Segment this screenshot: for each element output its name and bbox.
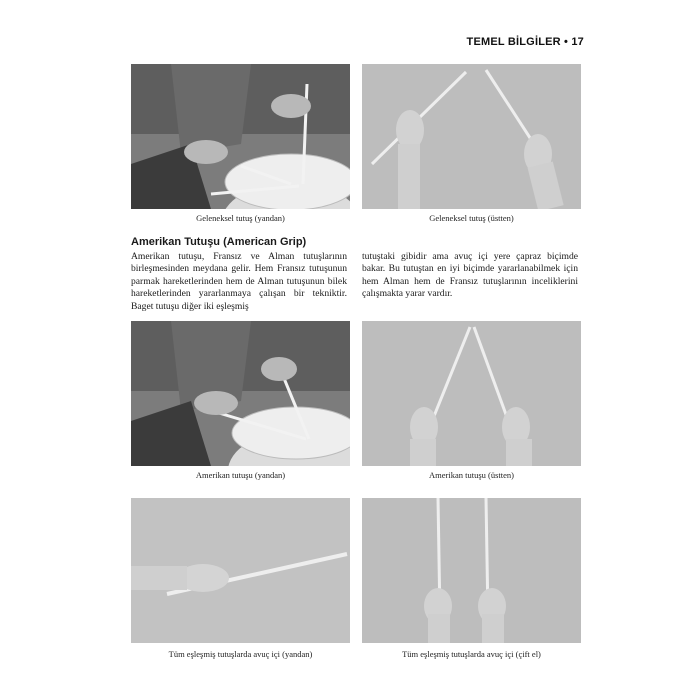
photo-traditional-grip-top <box>362 64 581 209</box>
caption-traditional-grip-top: Geleneksel tutuş (üstten) <box>429 213 514 223</box>
caption-palm-side: Tüm eşleşmiş tutuşlarda avuç içi (yandan) <box>168 649 313 659</box>
running-header: TEMEL BİLGİLER • 17 <box>466 36 584 48</box>
caption-american-grip-side: Amerikan tutuşu (yandan) <box>195 470 286 480</box>
photo-palm-side <box>131 498 350 643</box>
photo-palm-both-hands <box>362 498 581 643</box>
caption-traditional-grip-side: Geleneksel tutuş (yandan) <box>196 213 285 223</box>
caption-palm-both-hands: Tüm eşleşmiş tutuşlarda avuç içi (çift el) <box>402 649 541 659</box>
section-title: Amerikan Tutuşu (American Grip) <box>131 236 307 248</box>
paragraph-right: tutuştaki gibidir ama avuç içi yere çapraz biçimde bakar. Bu tutuştan en iyi biçimde yararlanabilmek için hem Alman hem de Fransız tutuşlarının inceliklerini çalışmakta yarar vardır. <box>362 251 578 300</box>
photo-american-grip-side <box>131 321 350 466</box>
photo-traditional-grip-side <box>131 64 350 209</box>
caption-american-grip-top: Amerikan tutuşu (üstten) <box>429 470 514 480</box>
photo-american-grip-top <box>362 321 581 466</box>
paragraph-left: Amerikan tutuşu, Fransız ve Alman tutuşlarının birleşmesinden meydana gelir. Hem Fransız tutuşunun parmak hareketlerinden hem de Alman tutuşunun bilek hareketlerinden yararlanmaya çalışan bir tekniktir. Baget tutuşu diğer iki eşleşmiş <box>131 251 347 312</box>
